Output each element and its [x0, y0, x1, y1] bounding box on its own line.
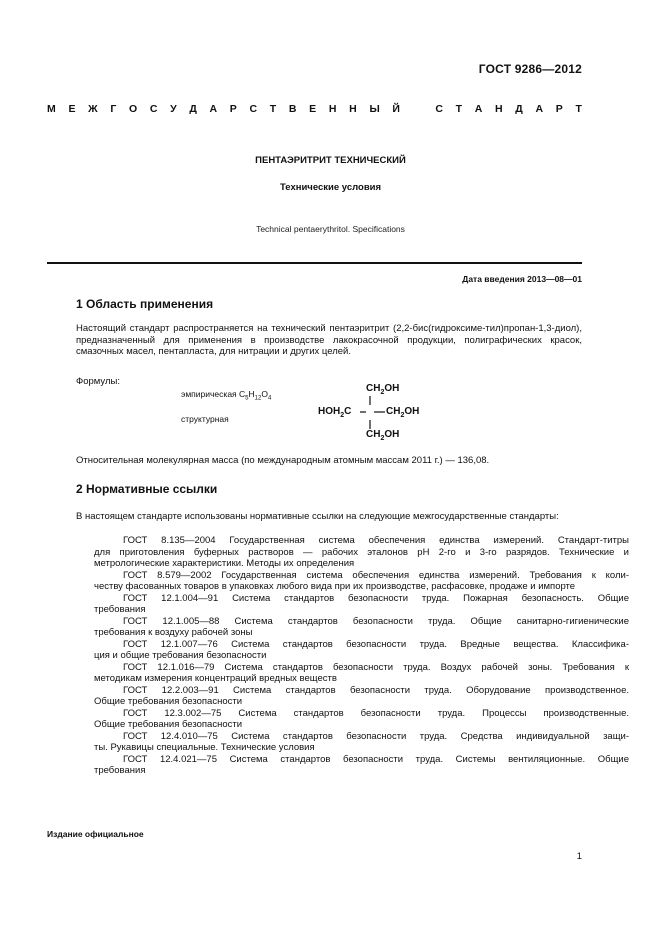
- structure-bottom-group: $CH_2OH$: [366, 429, 400, 442]
- word1-letter: М: [47, 103, 56, 115]
- word2-letter: С: [435, 103, 443, 115]
- reference-continuation-line: требования: [94, 765, 146, 776]
- reference-continuation-line: честву фасованных товаров в упаковках любого вида при их производстве, расфасовке, продаже и импорте: [94, 581, 576, 592]
- empirical-formula: [181, 389, 271, 402]
- reference-item: [94, 593, 629, 616]
- reference-continuation-line: ты. Рукавицы специальные. Технические условия: [94, 742, 315, 753]
- word2-letter: Р: [555, 103, 563, 115]
- reference-continuation-line: для приготовления буферных растворов — рабочих эталонов pH 2-го и 3-го разрядов. Технические и: [94, 546, 629, 558]
- word2-letter: А: [535, 103, 544, 115]
- structure-top-group: $CH_2OH$: [366, 383, 400, 396]
- interstate-standard-banner: [47, 103, 582, 115]
- document-title: ПЕНТАЭРИТРИТ ТЕХНИЧЕСКИЙ: [255, 155, 406, 166]
- scope-text: Настоящий стандарт распространяется на технический пентаэритрит (2,2-бис(гидроксиме-тил)пропан-1,3-диол), предназначенный для применения в производстве лакокрасочной продукции, полиграфических красок, смазочных масел, пентапласта, для нитрации и других целей.: [76, 323, 582, 357]
- reference-first-line: ГОСТ 12.3.002—75 Система стандартов безопасности труда. Процессы производственные.: [123, 707, 629, 719]
- reference-first-line: ГОСТ 12.4.010—75 Система стандартов безопасности труда. Средства индивидуальной защи-: [123, 730, 629, 742]
- word1-letter: Е: [68, 103, 76, 115]
- word1-letter: Н: [328, 103, 337, 115]
- empirical-label: эмпирическая: [181, 389, 237, 399]
- reference-item: [94, 570, 629, 593]
- section-2-heading: 2 Нормативные ссылки: [76, 482, 218, 496]
- reference-continuation-line: Общие требования безопасности: [94, 719, 243, 730]
- word1-letter: С: [249, 103, 258, 115]
- word1-letter: В: [288, 103, 297, 115]
- document-subtitle: Технические условия: [279, 182, 382, 193]
- word1-letter: Й: [392, 103, 400, 115]
- reference-item: [94, 754, 629, 777]
- word1-letter: О: [128, 103, 138, 115]
- reference-first-line: ГОСТ 12.1.007—76 Система стандартов безопасности труда. Вредные вещества. Классифика-: [123, 638, 629, 650]
- word2-letter: Т: [575, 103, 582, 115]
- section-1-heading: 1 Область применения: [76, 297, 214, 311]
- word1-letter: Ы: [369, 103, 380, 115]
- reference-item: [94, 662, 629, 685]
- reference-item: [94, 685, 629, 708]
- word1-letter: Н: [349, 103, 357, 115]
- reference-item: [94, 708, 629, 731]
- word1-letter: У: [170, 103, 177, 115]
- word2-letter: Н: [495, 103, 503, 115]
- word2-letter: Т: [455, 103, 463, 115]
- word1-letter: А: [209, 103, 218, 115]
- word1-letter: Г: [110, 103, 117, 115]
- reference-continuation-line: Общие требования безопасности: [94, 696, 243, 707]
- word-gap: [413, 103, 423, 115]
- reference-item: [94, 616, 629, 639]
- reference-item: [94, 535, 629, 570]
- word1-letter: Е: [309, 103, 317, 115]
- reference-first-line: ГОСТ 12.1.016—79 Система стандартов безопасности труда. Воздух рабочей зоны. Требования к: [123, 661, 629, 673]
- reference-continuation-line: ция и общие требования безопасности: [94, 650, 267, 661]
- page-number: 1: [576, 851, 582, 862]
- structure-bonds: [355, 395, 395, 435]
- word1-letter: С: [149, 103, 158, 115]
- reference-item: [94, 639, 629, 662]
- molar-mass-line: Относительная молекулярная масса (по международным атомным массам 2011 г.) — 136,08.: [76, 455, 490, 466]
- structure-left-group: $HOH_2C$: [318, 406, 352, 419]
- reference-first-line: ГОСТ 12.2.003—91 Система стандартов безопасности труда. Оборудование производственное.: [123, 684, 629, 696]
- edition-label: Издание официальное: [47, 829, 144, 839]
- formulas-label: Формулы:: [76, 376, 120, 387]
- reference-item: [94, 731, 629, 754]
- reference-continuation-line: требования к воздуху рабочей зоны: [94, 627, 253, 638]
- reference-first-line: ГОСТ 8.579—2002 Государственная система обеспечения единства измерений. Требования к коли-: [123, 569, 629, 581]
- introduction-date: Дата введения 2013—08—01: [462, 274, 582, 284]
- reference-continuation-line: требования: [94, 604, 146, 615]
- reference-first-line: ГОСТ 8.135—2004 Государственная система обеспечения единства измерений. Стандарт-титры: [123, 535, 629, 546]
- structure-right-group: $CH_2OH$: [386, 406, 420, 419]
- reference-first-line: ГОСТ 12.1.004—91 Система стандартов безопасности труда. Пожарная безопасность. Общие: [123, 592, 629, 604]
- reference-continuation-line: метрологические характеристики. Методы их определения: [94, 558, 355, 569]
- document-title-english: Technical pentaerythritol. Specifications: [256, 224, 405, 234]
- word1-letter: Р: [229, 103, 237, 115]
- section-2-intro: В настоящем стандарте использованы нормативные ссылки на следующие межгосударственные стандарты:: [76, 511, 559, 522]
- word1-letter: Д: [189, 103, 197, 115]
- gost-number: ГОСТ 9286—2012: [478, 62, 582, 76]
- reference-first-line: ГОСТ 12.4.021—75 Система стандартов безопасности труда. Системы вентиляционные. Общие: [123, 753, 629, 765]
- reference-continuation-line: методикам измерения концентраций вредных веществ: [94, 673, 337, 684]
- word1-letter: Ж: [88, 103, 98, 115]
- title-divider: [47, 262, 582, 264]
- structural-label: структурная: [181, 414, 229, 424]
- word1-letter: Т: [269, 103, 277, 115]
- section-1-paragraph: [76, 323, 582, 358]
- normative-references-list: [47, 535, 629, 777]
- reference-first-line: ГОСТ 12.1.005—88 Система стандартов безопасности труда. Общие санитарно-гигиенические: [123, 615, 629, 627]
- word2-letter: А: [474, 103, 483, 115]
- word2-letter: Д: [515, 103, 523, 115]
- empirical-value: $C_5H_{12}O_4$: [239, 389, 272, 402]
